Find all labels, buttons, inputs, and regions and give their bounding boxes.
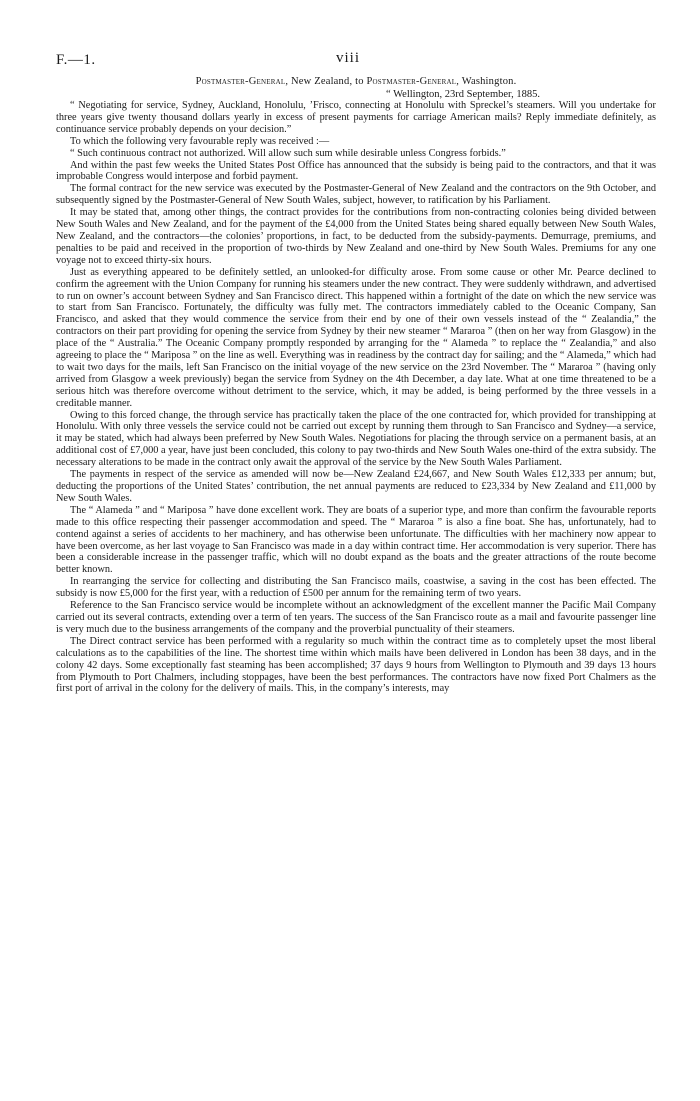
paragraph: “ Negotiating for service, Sydney, Auckland, Honolulu, ’Frisco, connecting at Honolulu with Spreckel’s steamers. Will you undertake for three years give twenty thousand dollars yearly in excess of present payments for carriage American mails? Reply immediate definitely, as continuance service probably depends on your decision.” [56,100,656,135]
paragraph: To which the following very favourable reply was received :— [70,135,330,147]
paragraph: “ Such continuous contract not authorized. Will allow such sum while desirable unless Congress forbids.” [70,147,506,159]
paragraph: It may be stated that, among other things, the contract provides for the contributions from non-contracting colonies being divided between New South Wales and New Zealand, and for the payment of the £4,000 from the United States being shared equally between New South Wales, New Zealand, and the contractors—the colonies’ proportions, in fact, to be deducted from the subsidy-payments. Demurrage, premiums, and penalties to be paid and received in the proportion of two-thirds by New Zealand and one-third by New South Wales. Premiums for any one voyage not to exceed thirty-six hours. [56,207,656,266]
address-middle: , New Zealand, to [285,76,367,87]
paragraph: Just as everything appeared to be definitely settled, an unlooked-for difficulty arose. From some cause or other Mr. Pearce declined to confirm the agreement with the Union Company for running his steamers under the new contract. They were suddenly withdrawn, and advertised to run on owner’s account between Sydney and San Francisco direct. This happened within a fortnight of the date on which the new service was to start from San Francisco. Fortunately, the difficulty was fully met. The contractors immediately cabled to the Oceanic Company, San Francisco, and asked that they would commence the service from their end by one of their own vessels instead of the “ Zealandia,” the contractors on their part providing for opening the service from Sydney by their new steamer “ Mararoa ” (then on her way from Glasgow) in the place of the “ Australia.” The Oceanic Company promptly responded by arranging for the “ Alameda ” to replace the “ Zealandia,” and also agreeing to place the “ Mariposa ” on the line as well. Everything was in readiness by the contract day for sailing; and the “ Alameda,” which had to wait two days for the mails, left San Francisco on the initial voyage of the new service on the 23rd November. The “ Mararoa ” (having only arrived from Glasgow a week previously) began the service from Sydney on the 4th December, a day late. What at one time threatened to be a serious hitch was therefore overcome without detriment to the service, which, it may be added, is being performed by the three vessels in a creditable manner. [56,266,656,409]
paragraph: The payments in respect of the service as amended will now be—New Zealand £24,667, and New South Wales £12,333 per annum; but, deducting the proportions of the United States’ contribution, the net annual payments are reduced to £23,334 by New Zealand and £11,000 by New South Wales. [56,469,656,504]
paragraph: Reference to the San Francisco service would be incomplete without an acknowledgment of the excellent manner the Pacific Mail Company carried out its several contracts, extending over a term of ten years. The success of the San Francisco route as a mail and favourite passenger line is very much due to the business arrangements of the company and the proverbial punctuality of their steamers. [56,600,656,635]
address-place: , Washington. [456,76,517,87]
page-number: viii [336,50,361,66]
page-header [56,48,656,72]
address-to: Postmaster-General [366,76,457,87]
paragraph: Owing to this forced change, the through service has practically taken the place of the one contracted for, which provided for transhipping at Honolulu. With only three vessels the service could not be carried out except by running them through to San Francisco and Sydney—a service, it may be stated, which had always been preferred by New South Wales. Negotiations for placing the through service on a permanent basis, at an additional cost of £7,000 a year, have just been concluded, this colony to pay two-thirds and New South Wales one-third of the extra subsidy. The necessary alterations to be made in the contract only await the approval of the service by the New South Wales Parliament. [56,409,656,469]
paragraph: The formal contract for the new service was executed by the Postmaster-General of New Zealand and the contractors on the 9th October, and subsequently signed by the Postmaster-General of New South Wales, subject, however, to ratification by his Parliament. [56,183,656,207]
document-reference: F.—1. [56,52,96,68]
paragraph: The Direct contract service has been performed with a regularity so much within the contract time as to completely upset the most liberal calculations as to the capabilities of the line. The shortest time within which mails have been delivered in London has been 38 days, and in the colony 42 days. Some exceptionally fast steaming has been accomplished; 37 days 9 hours from Wellington to Plymouth and 39 days 13 hours from Plymouth to Port Chalmers, including stoppages, have been the best performances. The contractors have now fixed Port Chalmers as the first port of arrival in the colony for the delivery of mails. This, in the company’s interests, may [56,635,656,695]
address-from: Postmaster-General [195,76,286,87]
telegram-dateline: “ Wellington, 23rd September, 1885. [386,89,540,100]
paragraph: And within the past few weeks the United States Post Office has announced that the subsidy is being paid to the contractors, and that it was improbable Congress would interpose and forbid payment. [56,159,656,183]
telegram-address [56,76,656,87]
body-text [56,100,656,695]
paragraph: In rearranging the service for collecting and distributing the San Francisco mails, coastwise, a saving in the cost has been effected. The subsidy is now £5,000 for the first year, with a reduction of £500 per annum for the remaining term of two years. [56,576,656,600]
paragraph: The “ Alameda ” and “ Mariposa ” have done excellent work. They are boats of a superior type, and more than confirm the favourable reports made to this office respecting their passenger accommodation and speed. The “ Mararoa ” is also a fine boat. She has, unfortunately, had to contend against a series of accidents to her machinery, and has otherwise been unfortunate. The difficulties with her machinery now appear to have been overcome, as her last voyage to San Francisco was made in a day within contract time. Her accommodation is very superior. There has been a considerable increase in the passenger traffic, which will no doubt expand as the boats and the greater attractions of the route become better known. [56,504,656,576]
